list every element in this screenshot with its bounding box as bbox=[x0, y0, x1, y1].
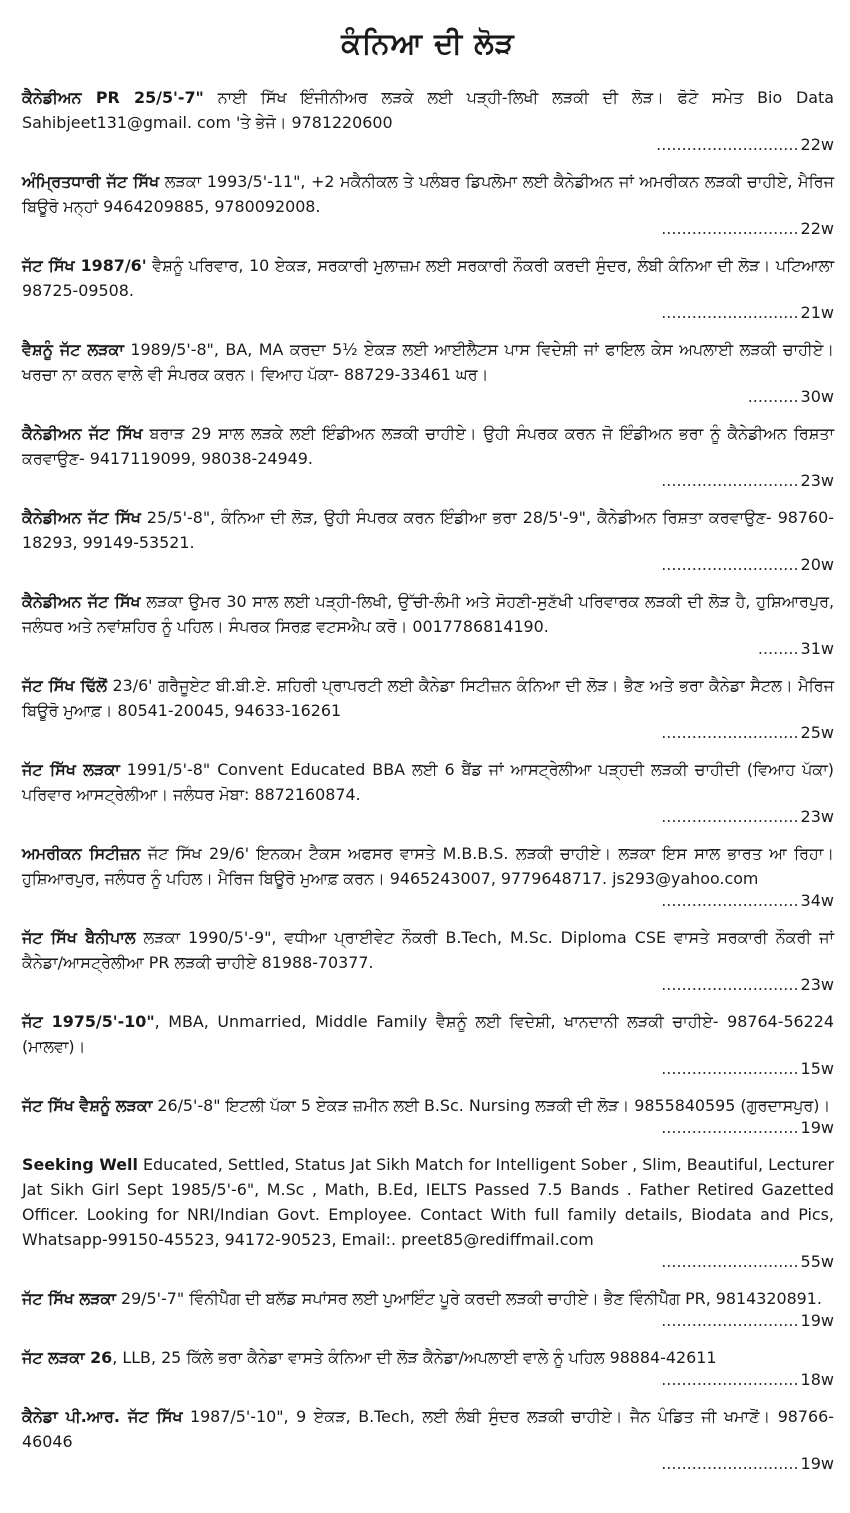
ad-leader-dots: ........ bbox=[757, 639, 799, 658]
ad-lead: ਅੰਮ੍ਰਿਤਧਾਰੀ ਜੱਟ ਸਿੱਖ bbox=[22, 172, 160, 191]
ad-body bbox=[22, 85, 834, 135]
ad-leader-dots: ............................ bbox=[656, 135, 799, 154]
ad-leader-dots: ........................... bbox=[661, 723, 799, 742]
ad-text: , LLB, 25 ਕਿੱਲੇ ਭਰਾ ਕੈਨੇਡਾ ਵਾਸਤੇ ਕੰਨਿਆ ਦੀ ਲੋੜ ਕੈਨੇਡਾ/ਅਪਲਾਈ ਵਾਲੇ ਨੂੰ ਪਹਿਲ 98884-42611 bbox=[112, 1348, 717, 1367]
ad-text: 25/5'-8", ਕੰਨਿਆ ਦੀ ਲੋੜ, ਉਹੀ ਸੰਪਰਕ ਕਰਨ ਇੰਡੀਆ ਭਰਾ 28/5'-9", ਕੈਨੇਡੀਅਨ ਰਿਸ਼ਤਾ ਕਰਵਾਉਣ- 98760-18293, 99149-53521. bbox=[22, 508, 834, 552]
ad-lead: ਕੈਨੇਡੀਅਨ PR 25/5'-7" bbox=[22, 88, 204, 107]
ad-body bbox=[22, 1345, 834, 1370]
classified-ad bbox=[22, 169, 834, 239]
ad-body bbox=[22, 1404, 834, 1454]
ad-code-line bbox=[22, 1370, 834, 1390]
ad-code: 15w bbox=[800, 1059, 834, 1078]
ad-code: 23w bbox=[800, 471, 834, 490]
ad-text: 26/5'-8" ਇਟਲੀ ਪੱਕਾ 5 ਏਕੜ ਜ਼ਮੀਨ ਲਈ B.Sc. Nursing ਲੜਕੀ ਦੀ ਲੋੜ। 9855840595 (ਗੁਰਦਾਸਪੁਰ)। bbox=[152, 1096, 831, 1115]
ad-body bbox=[22, 505, 834, 555]
classified-ad bbox=[22, 841, 834, 911]
ad-body bbox=[22, 1093, 834, 1118]
classified-ad bbox=[22, 253, 834, 323]
ad-body bbox=[22, 1152, 834, 1252]
ad-code: 19w bbox=[800, 1311, 834, 1330]
classified-ad bbox=[22, 589, 834, 659]
ad-text: ਲੜਕਾ ਉਮਰ 30 ਸਾਲ ਲਈ ਪੜ੍ਹੀ-ਲਿਖੀ, ਉੱਚੀ-ਲੰਮੀ ਅਤੇ ਸੋਹਣੀ-ਸੁਣੱਖੀ ਪਰਿਵਾਰਕ ਲੜਕੀ ਦੀ ਲੋੜ ਹੈ, ਹੁਸ਼ਿਆਰਪੁਰ, ਜਲੰਧਰ ਅਤੇ ਨਵਾਂਸ਼ਹਿਰ ਨੂੰ ਪਹਿਲ। ਸੰਪਰਕ ਸਿਰਫ਼ ਵਟਸਐਪ ਕਰੋ। 0017786814190. bbox=[22, 592, 834, 636]
ad-body bbox=[22, 841, 834, 891]
classified-ad bbox=[22, 757, 834, 827]
classified-ad bbox=[22, 1286, 834, 1331]
ad-lead: ਜੱਟ ਸਿੱਖ ਲੜਕਾ bbox=[22, 1289, 116, 1308]
ad-lead: ਜੱਟ ਲੜਕਾ 26 bbox=[22, 1348, 113, 1367]
ad-text: ਵੈਸ਼ਨੂੰ ਪਰਿਵਾਰ, 10 ਏਕੜ, ਸਰਕਾਰੀ ਮੁਲਾਜ਼ਮ ਲਈ ਸਰਕਾਰੀ ਨੌਕਰੀ ਕਰਦੀ ਸੁੰਦਰ, ਲੰਬੀ ਕੰਨਿਆ ਦੀ ਲੋੜ। ਪਟਿਆਲਾ 98725-09508. bbox=[22, 256, 835, 300]
ad-text: Educated, Settled, Status Jat Sikh Match for Intelligent Sober , Slim, Beautiful, Lecturer Jat Sikh Girl Sept 1985/5'-6", M.Sc , Math, B.Ed, IELTS Passed 7.5 Bands . Father Retired Gazetted Officer. Looking for NRI/Indian Govt. Employee. Contact With full family details, Biodata and Pics, Whatsapp-99150-45523, 94172-90523, Email:. preet85@rediffmail.com bbox=[22, 1155, 834, 1249]
ad-code: 31w bbox=[800, 639, 834, 658]
ad-leader-dots: ........................... bbox=[661, 555, 799, 574]
ad-leader-dots: ........................... bbox=[661, 1252, 799, 1271]
ad-code-line bbox=[22, 219, 834, 239]
ad-code: 22w bbox=[800, 219, 834, 238]
classified-ad bbox=[22, 85, 834, 155]
ad-code-line bbox=[22, 1118, 834, 1138]
ad-code: 21w bbox=[800, 303, 834, 322]
ad-text: 1991/5'-8" Convent Educated BBA ਲਈ 6 ਬੈਂਡ ਜਾਂ ਆਸਟ੍ਰੇਲੀਆ ਪੜ੍ਹਦੀ ਲੜਕੀ ਚਾਹੀਦੀ (ਵਿਆਹ ਪੱਕਾ) ਪਰਿਵਾਰ ਆਸਟ੍ਰੇਲੀਆ। ਜਲੰਧਰ ਮੋਬਾ: 8872160874. bbox=[22, 760, 834, 804]
classified-ad bbox=[22, 1009, 834, 1079]
classified-ad bbox=[22, 421, 834, 491]
ad-code: 19w bbox=[800, 1118, 834, 1137]
classified-ad bbox=[22, 1345, 834, 1390]
classified-ad bbox=[22, 1093, 834, 1138]
ad-code-line bbox=[22, 807, 834, 827]
ad-code-line bbox=[22, 135, 834, 155]
classified-ad bbox=[22, 1152, 834, 1272]
classified-ad bbox=[22, 673, 834, 743]
ad-leader-dots: ........................... bbox=[661, 1118, 799, 1137]
ad-code: 30w bbox=[800, 387, 834, 406]
ad-body bbox=[22, 673, 834, 723]
classified-ad bbox=[22, 1404, 834, 1474]
ad-lead: ਜੱਟ ਸਿੱਖ ਢਿੱਲੋਂ bbox=[22, 676, 107, 695]
classified-ad bbox=[22, 925, 834, 995]
ad-code-line bbox=[22, 1252, 834, 1272]
ad-lead: ਜੱਟ ਸਿੱਖ ਵੈਸ਼ਨੂੰ ਲੜਕਾ bbox=[22, 1096, 153, 1115]
ad-leader-dots: ........................... bbox=[661, 1454, 799, 1473]
ad-leader-dots: ........................... bbox=[661, 891, 799, 910]
ad-lead: ਕੈਨੇਡੀਅਨ ਜੱਟ ਸਿੱਖ bbox=[22, 508, 141, 527]
ad-code: 23w bbox=[800, 807, 834, 826]
ad-text: 1987/5'-10", 9 ਏਕੜ, B.Tech, ਲਈ ਲੰਬੀ ਸੁੰਦਰ ਲੜਕੀ ਚਾਹੀਏ। ਜੈਨ ਪੰਡਿਤ ਜੀ ਖਮਾਣੋਂ। 98766-46046 bbox=[22, 1407, 834, 1451]
ad-code-line bbox=[22, 555, 834, 575]
ad-body bbox=[22, 169, 834, 219]
ad-body bbox=[22, 925, 834, 975]
ad-text: ਨਾਈ ਸਿੱਖ ਇੰਜੀਨੀਅਰ ਲੜਕੇ ਲਈ ਪੜ੍ਹੀ-ਲਿਖੀ ਲੜਕੀ ਦੀ ਲੋੜ। ਫੋਟੋ ਸਮੇਤ Bio Data Sahibjeet131@gmail. com 'ਤੇ ਭੇਜੋ। 9781220600 bbox=[22, 88, 834, 132]
ad-lead: ਜੱਟ 1975/5'-10" bbox=[22, 1012, 155, 1031]
ad-lead: ਕੈਨੇਡੀਅਨ ਜੱਟ ਸਿੱਖ bbox=[22, 424, 143, 443]
ad-code-line bbox=[22, 1454, 834, 1474]
page-title: ਕੰਨਿਆ ਦੀ ਲੋੜ bbox=[341, 26, 515, 60]
ad-body bbox=[22, 757, 834, 807]
ad-leader-dots: ........................... bbox=[661, 1311, 799, 1330]
ad-leader-dots: .......... bbox=[747, 387, 799, 406]
ad-code-line bbox=[22, 639, 834, 659]
ad-lead: ਕੈਨੇਡਾ ਪੀ.ਆਰ. ਜੱਟ ਸਿੱਖ bbox=[22, 1407, 183, 1426]
ad-text: ਜੱਟ ਸਿੱਖ 29/6' ਇਨਕਮ ਟੈਕਸ ਅਫਸਰ ਵਾਸਤੇ M.B.B.S. ਲੜਕੀ ਚਾਹੀਏ। ਲੜਕਾ ਇਸ ਸਾਲ ਭਾਰਤ ਆ ਰਿਹਾ। ਹੁਸ਼ਿਆਰਪੁਰ, ਜਲੰਧਰ ਨੂੰ ਪਹਿਲ। ਮੈਰਿਜ ਬਿਊਰੋ ਮੁਆਫ਼ ਕਰਨ। 9465243007, 9779648717. js293@yahoo.com bbox=[22, 844, 834, 888]
ad-text: ਬਰਾੜ 29 ਸਾਲ ਲੜਕੇ ਲਈ ਇੰਡੀਅਨ ਲੜਕੀ ਚਾਹੀਏ। ਉਹੀ ਸੰਪਰਕ ਕਰਨ ਜੋ ਇੰਡੀਅਨ ਭਰਾ ਨੂੰ ਕੈਨੇਡੀਅਨ ਰਿਸ਼ਤਾ ਕਰਵਾਉਣ- 9417119099, 98038-24949. bbox=[22, 424, 834, 468]
ads-list bbox=[22, 85, 834, 1474]
ad-leader-dots: ........................... bbox=[661, 1059, 799, 1078]
ad-code: 34w bbox=[800, 891, 834, 910]
ad-body bbox=[22, 421, 834, 471]
ad-leader-dots: ........................... bbox=[661, 303, 799, 322]
ad-code: 22w bbox=[800, 135, 834, 154]
ad-code-line bbox=[22, 723, 834, 743]
ad-code: 18w bbox=[800, 1370, 834, 1389]
ad-text: 29/5'-7" ਵਿੰਨੀਪੈੱਗ ਦੀ ਬਲੱਡ ਸਪਾਂਸਰ ਲਈ ਪੁਆਇੰਟ ਪੂਰੇ ਕਰਦੀ ਲੜਕੀ ਚਾਹੀਏ। ਭੈਣ ਵਿੰਨੀਪੈੱਗ PR, 9814320891. bbox=[115, 1289, 822, 1308]
ad-code: 23w bbox=[800, 975, 834, 994]
ad-text: , MBA, Unmarried, Middle Family ਵੈਸ਼ਨੂੰ ਲਈ ਵਿਦੇਸ਼ੀ, ਖਾਨਦਾਨੀ ਲੜਕੀ ਚਾਹੀਏ- 98764-56224 (ਮਾਲਵਾ)। bbox=[22, 1012, 834, 1056]
ad-body bbox=[22, 253, 834, 303]
ad-code-line bbox=[22, 303, 834, 323]
ad-text: ਲੜਕਾ 1990/5'-9", ਵਧੀਆ ਪ੍ਰਾਈਵੇਟ ਨੌਕਰੀ B.Tech, M.Sc. Diploma CSE ਵਾਸਤੇ ਸਰਕਾਰੀ ਨੌਕਰੀ ਜਾਂ ਕੈਨੇਡਾ/ਆਸਟ੍ਰੇਲੀਆ PR ਲੜਕੀ ਚਾਹੀਏ 81988-70377. bbox=[22, 928, 834, 972]
ad-code: 25w bbox=[800, 723, 834, 742]
ad-leader-dots: ........................... bbox=[661, 975, 799, 994]
ad-code: 55w bbox=[800, 1252, 834, 1271]
ad-body bbox=[22, 1009, 834, 1059]
ad-code: 19w bbox=[800, 1454, 834, 1473]
ad-leader-dots: ........................... bbox=[661, 1370, 799, 1389]
ad-code-line bbox=[22, 1311, 834, 1331]
ad-text: ਲੜਕਾ 1993/5'-11", +2 ਮਕੈਨੀਕਲ ਤੇ ਪਲੰਬਰ ਡਿਪਲੋਮਾ ਲਈ ਕੈਨੇਡੀਅਨ ਜਾਂ ਅਮਰੀਕਨ ਲੜਕੀ ਚਾਹੀਏ, ਮੈਰਿਜ ਬਿਊਰੋ ਮਨ੍ਹਾਂ 9464209885, 9780092008. bbox=[22, 172, 834, 216]
ad-code: 20w bbox=[800, 555, 834, 574]
ad-body bbox=[22, 1286, 834, 1311]
ad-code-line bbox=[22, 387, 834, 407]
ad-code-line bbox=[22, 975, 834, 995]
ad-lead: ਜੱਟ ਸਿੱਖ ਲੜਕਾ bbox=[22, 760, 120, 779]
ad-code-line bbox=[22, 1059, 834, 1079]
ad-text: 1989/5'-8", BA, MA ਕਰਦਾ 5½ ਏਕੜ ਲਈ ਆਈਲੈਟਸ ਪਾਸ ਵਿਦੇਸ਼ੀ ਜਾਂ ਫਾਇਲ ਕੇਸ ਅਪਲਾਈ ਲੜਕੀ ਚਾਹੀਏ। ਖਰਚਾ ਨਾ ਕਰਨ ਵਾਲੇ ਵੀ ਸੰਪਰਕ ਕਰਨ। ਵਿਆਹ ਪੱਕਾ- 88729-33461 ਘਰ। bbox=[22, 340, 834, 384]
ad-leader-dots: ........................... bbox=[661, 471, 799, 490]
ad-body bbox=[22, 589, 834, 639]
classified-ad bbox=[22, 505, 834, 575]
ad-lead: ਵੈਸ਼ਨੂੰ ਜੱਟ ਲੜਕਾ bbox=[22, 340, 124, 359]
ad-text: 23/6' ਗਰੈਜੂਏਟ ਬੀ.ਬੀ.ਏ. ਸ਼ਹਿਰੀ ਪ੍ਰਾਪਰਟੀ ਲਈ ਕੈਨੇਡਾ ਸਿਟੀਜ਼ਨ ਕੰਨਿਆ ਦੀ ਲੋੜ। ਭੈਣ ਅਤੇ ਭਰਾ ਕੈਨੇਡਾ ਸੈਟਲ। ਮੈਰਿਜ ਬਿਊਰੋ ਮੁਆਫ਼। 80541-20045, 94633-16261 bbox=[22, 676, 835, 720]
classified-ad bbox=[22, 337, 834, 407]
ad-body bbox=[22, 337, 834, 387]
ad-lead: ਕੈਨੇਡੀਅਨ ਜੱਟ ਸਿੱਖ bbox=[22, 592, 141, 611]
ad-code-line bbox=[22, 471, 834, 491]
ad-lead: ਜੱਟ ਸਿੱਖ ਬੈਨੀਪਾਲ bbox=[22, 928, 136, 947]
ad-leader-dots: ........................... bbox=[661, 219, 799, 238]
ad-leader-dots: ........................... bbox=[661, 807, 799, 826]
ad-lead: ਅਮਰੀਕਨ ਸਿਟੀਜ਼ਨ bbox=[22, 844, 141, 863]
ad-code-line bbox=[22, 891, 834, 911]
ad-lead: ਜੱਟ ਸਿੱਖ 1987/6' bbox=[22, 256, 147, 275]
ad-lead: Seeking Well bbox=[22, 1155, 138, 1174]
